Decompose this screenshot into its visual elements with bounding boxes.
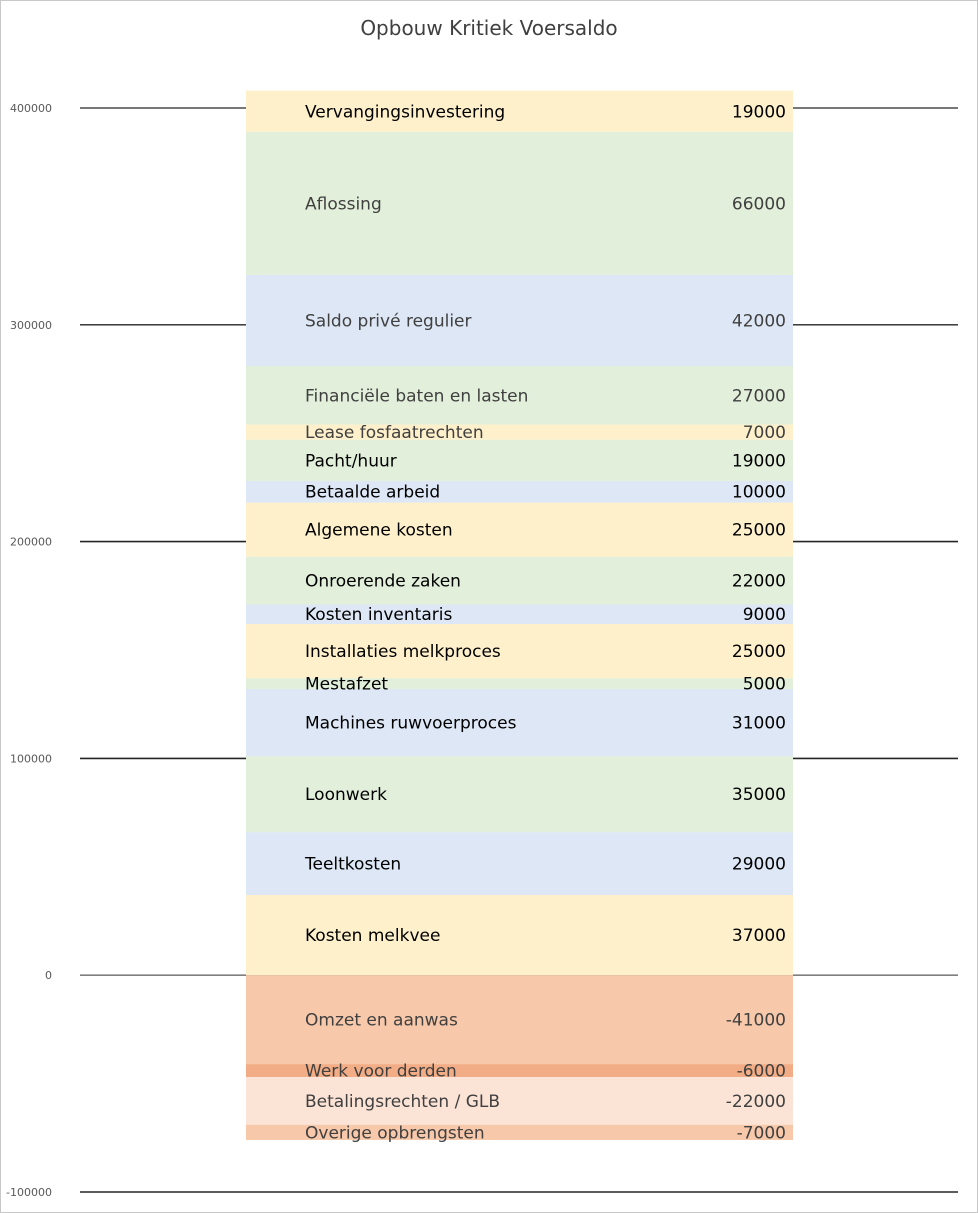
y-axis-ticks <box>6 102 52 1199</box>
segment-value: 35000 <box>731 785 786 806</box>
segment-label: Pacht/huur <box>305 451 397 472</box>
segment-value: 22000 <box>731 571 786 592</box>
segment-label: Omzet en aanwas <box>305 1010 458 1031</box>
segment-label: Financiële baten en lasten <box>305 386 529 407</box>
segment-value: 42000 <box>731 311 786 332</box>
segment-value: 25000 <box>731 520 786 541</box>
segment-value: 66000 <box>731 194 786 215</box>
segment-value: 25000 <box>731 642 786 663</box>
segment-label: Betaalde arbeid <box>305 482 441 503</box>
y-tick-label: 0 <box>45 969 52 983</box>
segment-label: Lease fosfaatrechten <box>305 423 484 444</box>
segment-value: 37000 <box>731 926 786 947</box>
y-tick-label: 400000 <box>10 102 52 115</box>
y-tick-label: 300000 <box>10 318 52 332</box>
segment-value: 29000 <box>731 854 786 875</box>
segment-value: -41000 <box>725 1010 786 1031</box>
segment-label: Mestafzet <box>305 674 389 695</box>
y-tick-label: 100000 <box>10 752 52 766</box>
segment-label: Kosten melkvee <box>305 926 441 947</box>
segment-label: Teeltkosten <box>305 854 402 875</box>
segment-value: 31000 <box>731 713 786 734</box>
segment-label: Installaties melkproces <box>305 642 501 663</box>
segment-label: Kosten inventaris <box>305 605 453 626</box>
segment-label: Aflossing <box>305 194 382 215</box>
y-tick-label: 200000 <box>10 535 52 549</box>
segment-value: -7000 <box>736 1123 786 1144</box>
segment-label: Werk voor derden <box>305 1061 457 1082</box>
segment-label: Machines ruwvoerproces <box>305 713 517 734</box>
segment-label: Algemene kosten <box>305 520 453 541</box>
segment-label: Saldo privé regulier <box>305 311 472 332</box>
segment-label: Overige opbrengsten <box>305 1123 485 1144</box>
segment-value: 27000 <box>731 386 786 407</box>
segment-value: 19000 <box>731 451 786 472</box>
segment-label: Vervangingsinvestering <box>305 102 506 123</box>
segment-label: Onroerende zaken <box>305 571 461 592</box>
segment-value: 19000 <box>731 102 786 123</box>
segment-value: 5000 <box>742 674 786 695</box>
segment-label: Loonwerk <box>305 785 387 806</box>
y-tick-label: -100000 <box>6 1186 52 1199</box>
segment-value: 7000 <box>742 423 786 444</box>
segment-value: -22000 <box>725 1091 786 1112</box>
segment-value: 10000 <box>731 482 786 503</box>
segment-label: Betalingsrechten / GLB <box>305 1091 501 1112</box>
segment-value: 9000 <box>742 605 786 626</box>
segment-value: -6000 <box>736 1061 786 1082</box>
chart-title: Opbouw Kritiek Voersaldo <box>360 16 618 40</box>
